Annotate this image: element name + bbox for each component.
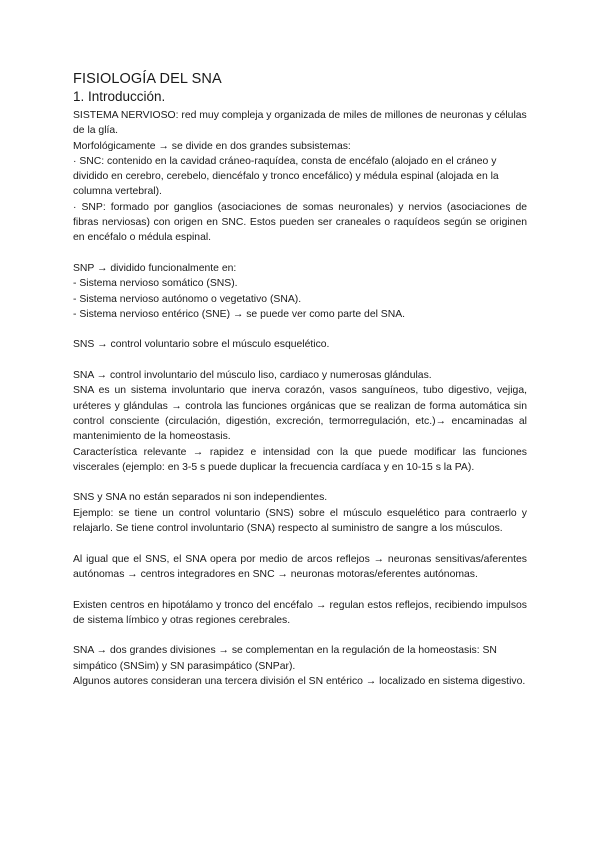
paragraph: SNA → control involuntario del músculo liso, cardiaco y numerosas glándulas.: [73, 370, 432, 382]
paragraph-gap: [73, 475, 527, 490]
text-block: [73, 643, 527, 689]
section-heading: 1. Introducción.: [73, 89, 166, 104]
text-block: [73, 490, 527, 536]
paragraph: SNP → dividido funcionalmente en:: [73, 262, 237, 274]
list-item: - Sistema nervioso somático (SNS).: [73, 278, 238, 290]
document-title: FISIOLOGÍA DEL SNA: [73, 71, 222, 87]
paragraph-gap: [73, 628, 527, 643]
paragraph: Ejemplo: se tiene un control voluntario (SNS) sobre el músculo esquelético para contraerlo y relajarlo. Se tiene control involuntario (SNA) respecto al suministro de sangre a los músculos.: [73, 507, 527, 535]
paragraph-gap: [73, 536, 527, 551]
paragraph: Característica relevante → rapidez e intensidad con la que puede modificar las funciones viscerales (ejemplo: en 3-5 s puede duplicar la frecuencia cardíaca y en 10-15 s la PA).: [73, 446, 527, 473]
paragraph: SNA → dos grandes divisiones → se complementan en la regulación de la homeostasis: SN simpático (SNSim) y SN parasimpático (SNPar).: [73, 645, 497, 672]
document-page: [73, 70, 527, 689]
paragraph: Morfológicamente → se divide en dos grandes subsistemas:: [73, 140, 351, 152]
paragraph: · SNP: formado por ganglios (asociaciones de somas neuronales) y nervios (asociaciones de fibras nerviosas) con origen en SNC. Estos pueden ser craneales o raquídeos según se originen en encéfalo o médula espinal.: [73, 201, 527, 244]
paragraph-gap: [73, 353, 527, 368]
paragraph: Al igual que el SNS, el SNA opera por medio de arcos reflejos → neuronas sensitivas/aferentes autónomas → centros integradores en SNC → neuronas motoras/eferentes autónomas.: [73, 553, 527, 580]
paragraph: · SNC: contenido en la cavidad cráneo-raquídea, consta de encéfalo (alojado en el cráneo y dividido en cerebro, cerebelo, diencéfalo y tronco encefálico) y médula espinal (alojada en la columna vertebral).: [73, 155, 499, 198]
paragraph: SISTEMA NERVIOSO: red muy compleja y organizada de miles de millones de neuronas y células de la glía.: [73, 110, 527, 137]
paragraph-gap: [73, 246, 527, 261]
text-block: [73, 552, 527, 583]
paragraph-gap: [73, 322, 527, 337]
text-block: [73, 261, 527, 322]
text-block: [73, 368, 527, 475]
list-item: - Sistema nervioso entérico (SNE) → se puede ver como parte del SNA.: [73, 308, 406, 320]
text-block: [73, 108, 527, 246]
paragraph: SNA es un sistema involuntario que inerva corazón, vasos sanguíneos, tubo digestivo, vejiga, uréteres y glándulas → controla las funciones orgánicas que se realizan de forma automática sin control consciente (circulación, digestión, excreción, termorregulación, etc.)→ encaminadas al mantenimiento de la homeostasis.: [73, 385, 527, 443]
list-item: - Sistema nervioso autónomo o vegetativo (SNA).: [73, 293, 302, 305]
text-block: [73, 337, 527, 352]
paragraph: SNS → control voluntario sobre el músculo esquelético.: [73, 339, 330, 351]
text-block: [73, 598, 527, 629]
paragraph-gap: [73, 582, 527, 597]
paragraph: SNS y SNA no están separados ni son independientes.: [73, 492, 328, 504]
paragraph: Existen centros en hipotálamo y tronco del encéfalo → regulan estos reflejos, recibiendo impulsos de sistema límbico y otras regiones cerebrales.: [73, 599, 527, 626]
paragraph: Algunos autores consideran una tercera división el SN entérico → localizado en sistema digestivo.: [73, 675, 526, 687]
